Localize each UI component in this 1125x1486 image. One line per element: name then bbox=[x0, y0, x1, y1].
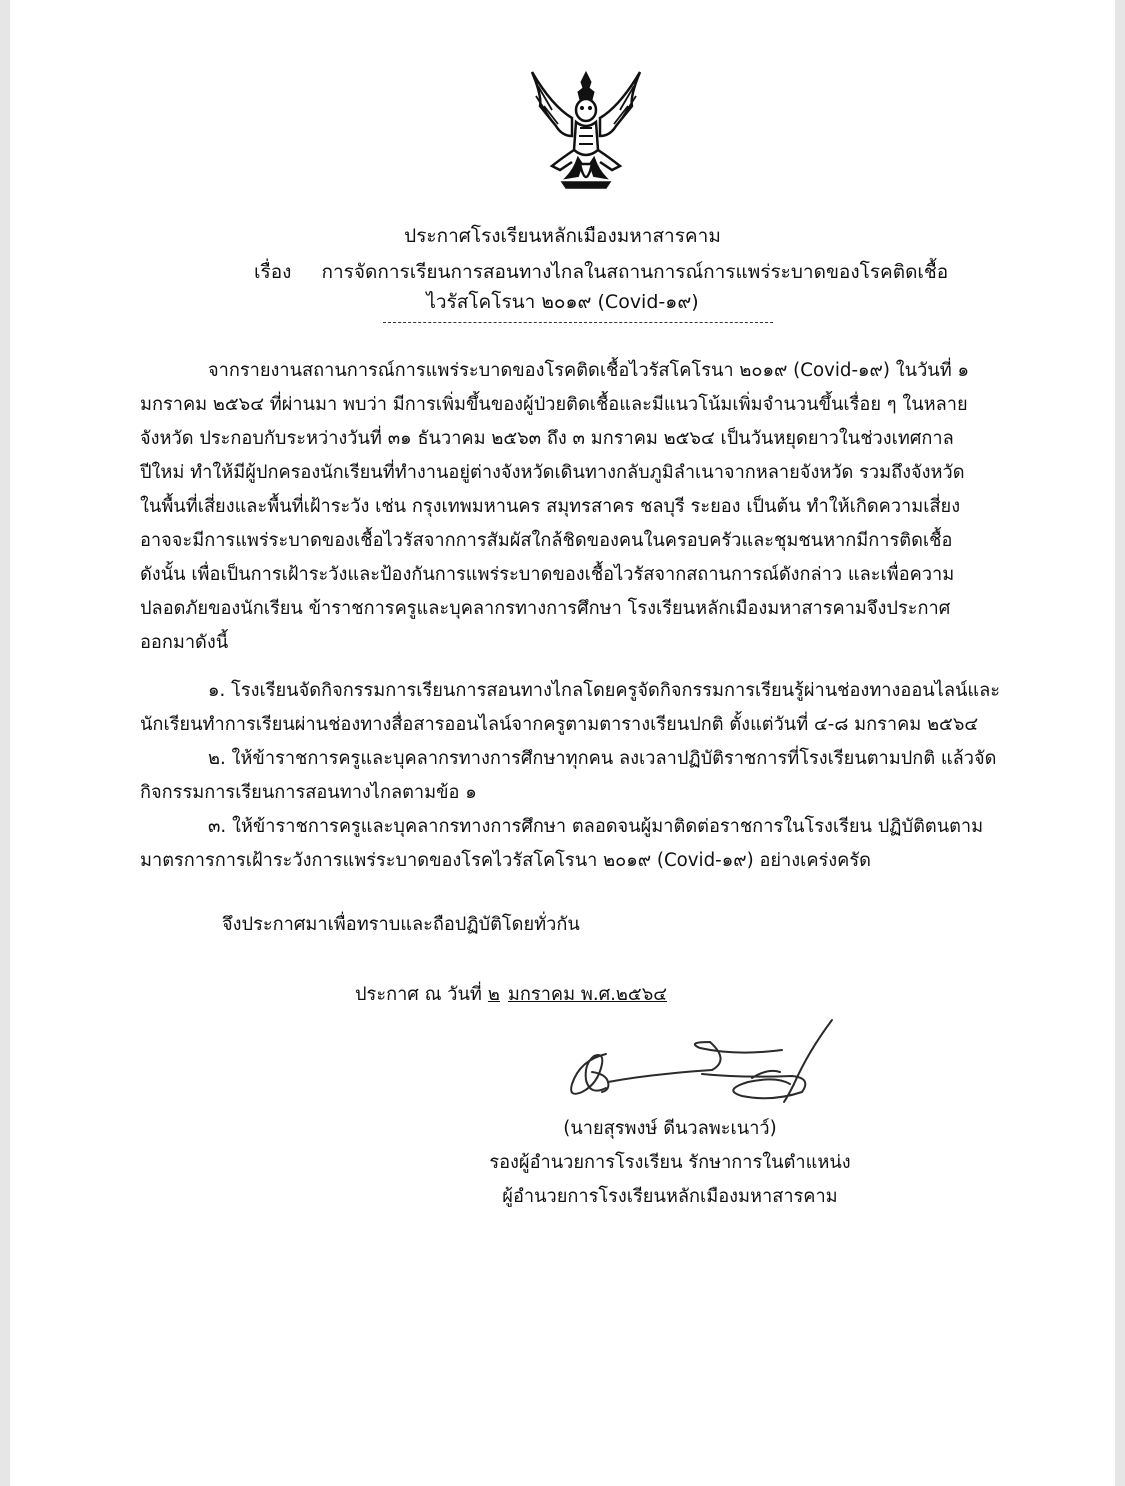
subject-text: การจัดการเรียนการสอนทางไกลในสถานการณ์การแพร่ระบาดของโรคติดเชื้อ bbox=[321, 261, 949, 283]
date-day: ๒ bbox=[487, 984, 500, 1005]
item-3-line: ๓. ให้ข้าราชการครูและบุคลากรทางการศึกษา ตลอดจนผู้มาติดต่อราชการในโรงเรียน ปฏิบัติตนตาม bbox=[208, 816, 984, 837]
subject-label: เรื่อง bbox=[254, 261, 292, 283]
intro-line: ปีใหม่ ทำให้มีผู้ปกครองนักเรียนที่ทำงานอยู่ต่างจังหวัดเดินทางกลับภูมิลำเนาจากหลายจังหวัด รวมถึงจังหวัด bbox=[140, 462, 965, 483]
intro-line: จังหวัด ประกอบกับระหว่างวันที่ ๓๑ ธันวาคม ๒๕๖๓ ถึง ๓ มกราคม ๒๕๖๔ เป็นวันหยุดยาวในช่วงเทศกาล bbox=[140, 428, 954, 449]
intro-line: จากรายงานสถานการณ์การแพร่ระบาดของโรคติดเชื้อไวรัสโคโรนา ๒๐๑๙ (Covid-๑๙) ในวันที่ ๑ bbox=[208, 360, 970, 381]
items-list bbox=[140, 674, 1010, 878]
subject-line bbox=[254, 258, 948, 286]
item-3-line: มาตรการการเฝ้าระวังการแพร่ระบาดของโรคไวรัสโคโรนา ๒๐๑๙ (Covid-๑๙) อย่างเคร่งครัด bbox=[140, 850, 871, 871]
announcement-date bbox=[355, 980, 673, 1010]
intro-line: ปลอดภัยของนักเรียน ข้าราชการครูและบุคลากรทางการศึกษา โรงเรียนหลักเมืองมหาสารคามจึงประกาศ bbox=[140, 598, 951, 619]
garuda-emblem-icon bbox=[522, 66, 650, 194]
intro-line: มกราคม ๒๕๖๔ ที่ผ่านมา พบว่า มีการเพิ่มขึ้นของผู้ป่วยติดเชื้อและมีแนวโน้มเพิ่มจำนวนขึ้นเรื่อย ๆ ในหลาย bbox=[140, 394, 968, 415]
announcement-title: ประกาศโรงเรียนหลักเมืองมหาสารคาม bbox=[404, 225, 721, 247]
subject-continuation: ไวรัสโคโรนา ๒๐๑๙ (Covid-๑๙) bbox=[426, 291, 699, 313]
closing-statement: จึงประกาศมาเพื่อทราบและถือปฏิบัติโดยทั่วกัน bbox=[222, 914, 580, 935]
signer-name: (นายสุรพงษ์ ดีนวลพะเนาว์) bbox=[563, 1118, 777, 1139]
item-2-line: กิจกรรมการเรียนการสอนทางไกลตามข้อ ๑ bbox=[140, 782, 477, 803]
document-page bbox=[10, 0, 1115, 1486]
intro-line: ในพื้นที่เสี่ยงและพื้นที่เฝ้าระวัง เช่น กรุงเทพมหานคร สมุทรสาคร ชลบุรี ระยอง เป็นต้น ทำให้เกิดความเสี่ยง bbox=[140, 496, 961, 517]
signer-position: รองผู้อำนวยการโรงเรียน รักษาการในตำแหน่ง bbox=[489, 1152, 851, 1173]
date-month-year: มกราคม พ.ศ.๒๕๖๔ bbox=[507, 984, 668, 1005]
intro-paragraph bbox=[140, 354, 1010, 660]
intro-line: อาจจะมีการแพร่ระบาดของเชื้อไวรัสจากการสัมผัสใกล้ชิดของคนในครอบครัวและชุมชนหากมีการติดเชื้อ bbox=[140, 530, 953, 551]
item-1-line: ๑. โรงเรียนจัดกิจกรรมการเรียนการสอนทางไกลโดยครูจัดกิจกรรมการเรียนรู้ผ่านช่องทางออนไลน์และ bbox=[208, 680, 1001, 701]
signer-position-acting: ผู้อำนวยการโรงเรียนหลักเมืองมหาสารคาม bbox=[502, 1186, 838, 1207]
header-divider bbox=[383, 322, 773, 323]
handwritten-signature bbox=[562, 1012, 847, 1112]
intro-line: ออกมาดังนี้ bbox=[140, 632, 229, 653]
intro-line: ดังนั้น เพื่อเป็นการเฝ้าระวังและป้องกันการแพร่ระบาดของเชื้อไวรัสจากสถานการณ์ดังกล่าว และเพื่อความ bbox=[140, 564, 955, 585]
item-2-line: ๒. ให้ข้าราชการครูและบุคลากรทางการศึกษาทุกคน ลงเวลาปฏิบัติราชการที่โรงเรียนตามปกติ แล้วจัด bbox=[208, 748, 997, 769]
item-1-line: นักเรียนทำการเรียนผ่านช่องทางสื่อสารออนไลน์จากครูตามตารางเรียนปกติ ตั้งแต่วันที่ ๔-๘ มกราคม ๒๕๖๔ bbox=[140, 714, 979, 735]
date-prefix: ประกาศ ณ วันที่ bbox=[355, 984, 482, 1005]
